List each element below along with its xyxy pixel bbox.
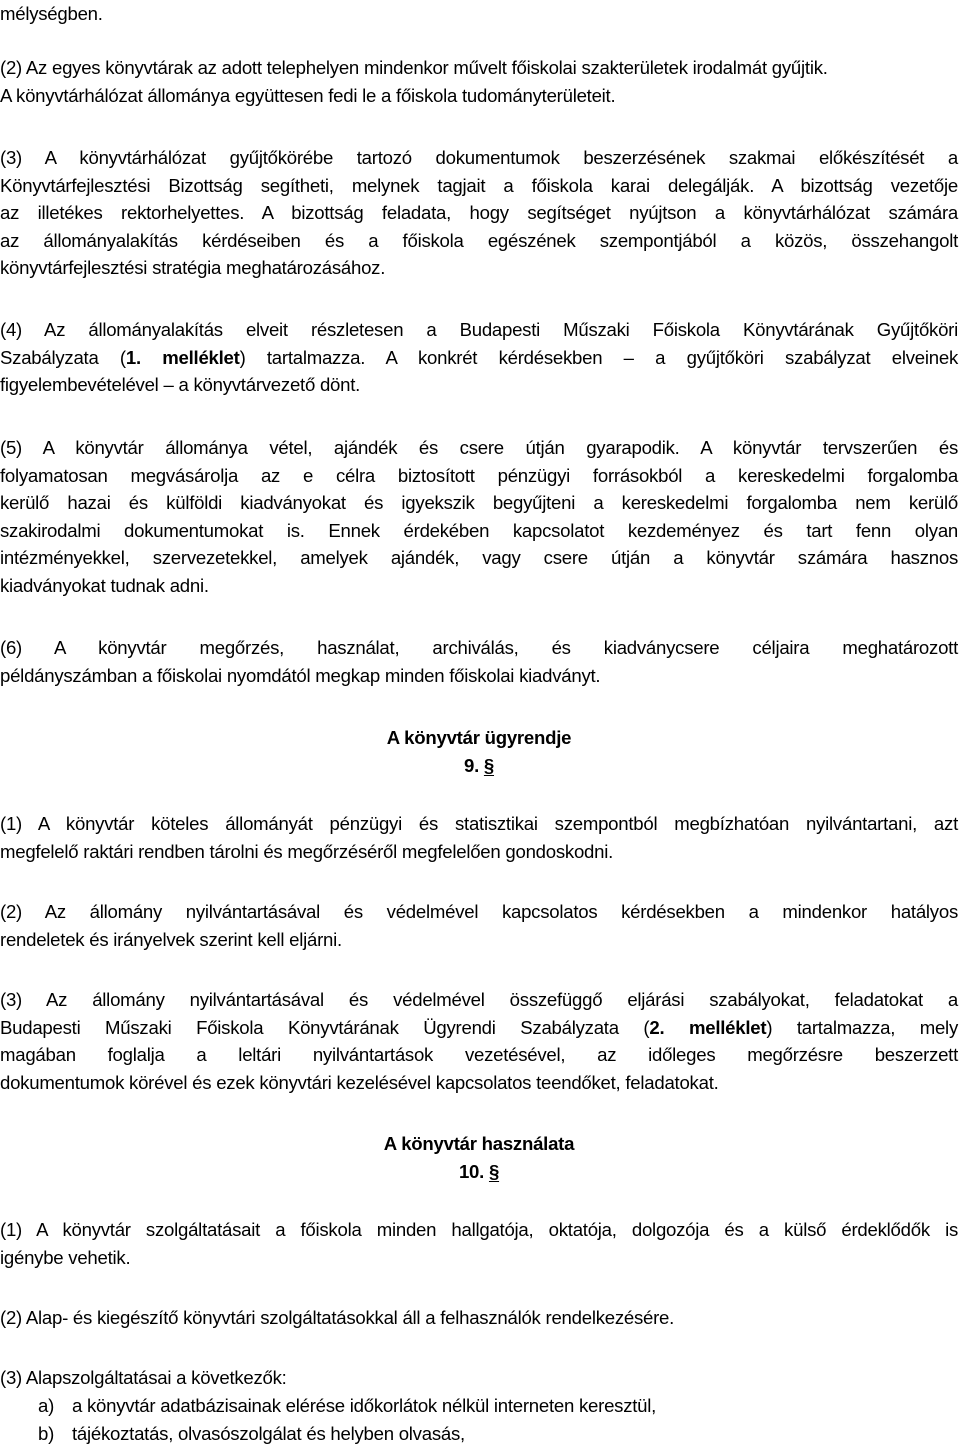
text-line: (4) Az állományalakítás elveit részletesen a Budapesti Műszaki Főiskola Könyvtárának Gyűjtőköri [0, 319, 958, 340]
text-line: folyamatosan megvásárolja az e célra biztosított pénzügyi forrásokból a kereskedelmi forgalomba [0, 464, 958, 486]
section-number [0, 1158, 958, 1186]
paragraph-2 [0, 54, 958, 109]
text-line: (2) Az állomány nyilvántartásával és védelmével kapcsolatos kérdésekben a mindenkor hatályos [0, 901, 958, 922]
section-title: A könyvtár ügyrendje [386, 727, 572, 748]
section-9-paragraph-3 [0, 986, 958, 1096]
text-line: (3) A könyvtárhálózat gyűjtőkörébe tartozó dokumentumok beszerzésének szakmai előkészítését a [0, 147, 958, 168]
text-line: kerülő hazai és külföldi kiadványokat és igyekszik begyűjteni a kereskedelmi forgalomba nem kerülő [0, 492, 958, 513]
top-fragment [0, 0, 958, 28]
text-line: (2) Az egyes könyvtárak az adott telephelyen mindenkor művelt főiskolai szakterületek irodalmát gyűjtik. [0, 57, 828, 78]
section-heading-10 [0, 1130, 958, 1186]
appendix-reference: 1. melléklet [125, 346, 240, 368]
text-line: dokumentumok körével és ezek könyvtári kezelésével kapcsolatos teendőket, feladatokat. [0, 1071, 719, 1093]
section-number [0, 752, 958, 780]
text-line: szakirodalmi dokumentumokat is. Ennek érdekében kapcsolatot kezdeményez és tart fenn olyan [0, 519, 958, 541]
text-line: (5) A könyvtár állománya vétel, ajándék és csere útján gyarapodik. A könyvtár tervszerűen és [0, 437, 958, 458]
list-item-text: a könyvtár adatbázisainak elérése időkorlátok nélkül interneten keresztül, [72, 1395, 657, 1416]
paragraph-4 [0, 316, 958, 399]
text-line: könyvtárfejlesztési stratégia meghatározásához. [0, 257, 386, 278]
text-run: Budapesti Műszaki Főiskola Könyvtárának Ügyrendi Szabályzata ( [0, 1016, 650, 1038]
text-line: igénybe vehetik. [0, 1246, 131, 1268]
text-line: Könyvtárfejlesztési Bizottság segítheti, melynek tagjait a főiskola karai delegálják. A bizottság vezetője [0, 174, 958, 196]
text-line: mélységben. [0, 3, 103, 24]
text-line: (2) Alap- és kiegészítő könyvtári szolgáltatásokkal áll a felhasználók rendelkezésére. [0, 1307, 675, 1328]
section-sign: § [488, 1161, 500, 1182]
section-10-paragraph-3 [0, 1364, 958, 1392]
list-item [38, 1420, 938, 1448]
paragraph-5 [0, 434, 958, 599]
list-item-text: tájékoztatás, olvasószolgálat és helyben olvasás, [72, 1423, 465, 1444]
section-heading-9 [0, 724, 958, 780]
text-line: példányszámban a főiskolai nyomdától megkap minden főiskolai kiadványt. [0, 664, 601, 686]
text-line: (6) A könyvtár megőrzés, használat, archiválás, és kiadványcsere céljaira meghatározott [0, 637, 958, 658]
paragraph-6 [0, 634, 958, 689]
text-line: figyelembevételével – a könyvtárvezető dönt. [0, 374, 361, 395]
section-9-paragraph-2 [0, 898, 958, 953]
section-num: 9. [463, 755, 479, 776]
list-item-label: a) [38, 1395, 55, 1416]
text-line: (3) Az állomány nyilvántartásával és védelmével összefüggő eljárási szabályokat, feladatokat a [0, 989, 958, 1010]
text-line: intézményekkel, szervezetekkel, amelyek ajándék, vagy csere útján a könyvtár számára hasznos [0, 547, 958, 568]
section-10-paragraph-1 [0, 1216, 958, 1271]
text-run: ) tartalmazza, mely [766, 1016, 958, 1038]
text-line: (1) A könyvtár köteles állományát pénzügyi és statisztikai szempontból megbízhatóan nyilvántartani, azt [0, 813, 958, 834]
text-line [0, 344, 958, 372]
text-line: megfelelő raktári rendben tárolni és megőrzéséről megfelelően gondoskodni. [0, 840, 614, 862]
list-item-label: b) [38, 1423, 55, 1444]
section-sign: § [483, 755, 495, 776]
text-line: (1) A könyvtár szolgáltatásait a főiskola minden hallgatója, oktatója, dolgozója és a külső érdeklődők is [0, 1219, 958, 1240]
text-run: Szabályzata ( [0, 346, 126, 368]
text-line [0, 1014, 958, 1042]
section-num: 10. [458, 1161, 485, 1182]
section-10-paragraph-2 [0, 1304, 958, 1332]
text-line: az illetékes rektorhelyettes. A bizottság feladata, hogy segítséget nyújtson a könyvtárhálózat számára [0, 202, 958, 223]
section-title: A könyvtár használata [383, 1133, 575, 1154]
appendix-reference: 2. melléklet [649, 1016, 767, 1038]
text-line: kiadványokat tudnak adni. [0, 574, 209, 596]
text-line: rendeletek és irányelvek szerint kell eljárni. [0, 928, 342, 950]
text-line: (3) Alapszolgáltatásai a következők: [0, 1367, 287, 1388]
text-run: ) tartalmazza. A konkrét kérdésekben – a gyűjtőköri szabályzat elveinek [239, 346, 958, 368]
text-line: A könyvtárhálózat állománya együttesen fedi le a főiskola tudományterületeit. [0, 84, 616, 106]
text-line: az állományalakítás kérdéseiben és a főiskola egészének szempontjából a közös, összehangolt [0, 229, 958, 251]
text-line: magában foglalja a leltári nyilvántartások vezetésével, az időleges megőrzésre beszerzett [0, 1044, 958, 1065]
paragraph-3 [0, 144, 958, 282]
section-9-paragraph-1 [0, 810, 958, 865]
list-item [38, 1392, 938, 1420]
